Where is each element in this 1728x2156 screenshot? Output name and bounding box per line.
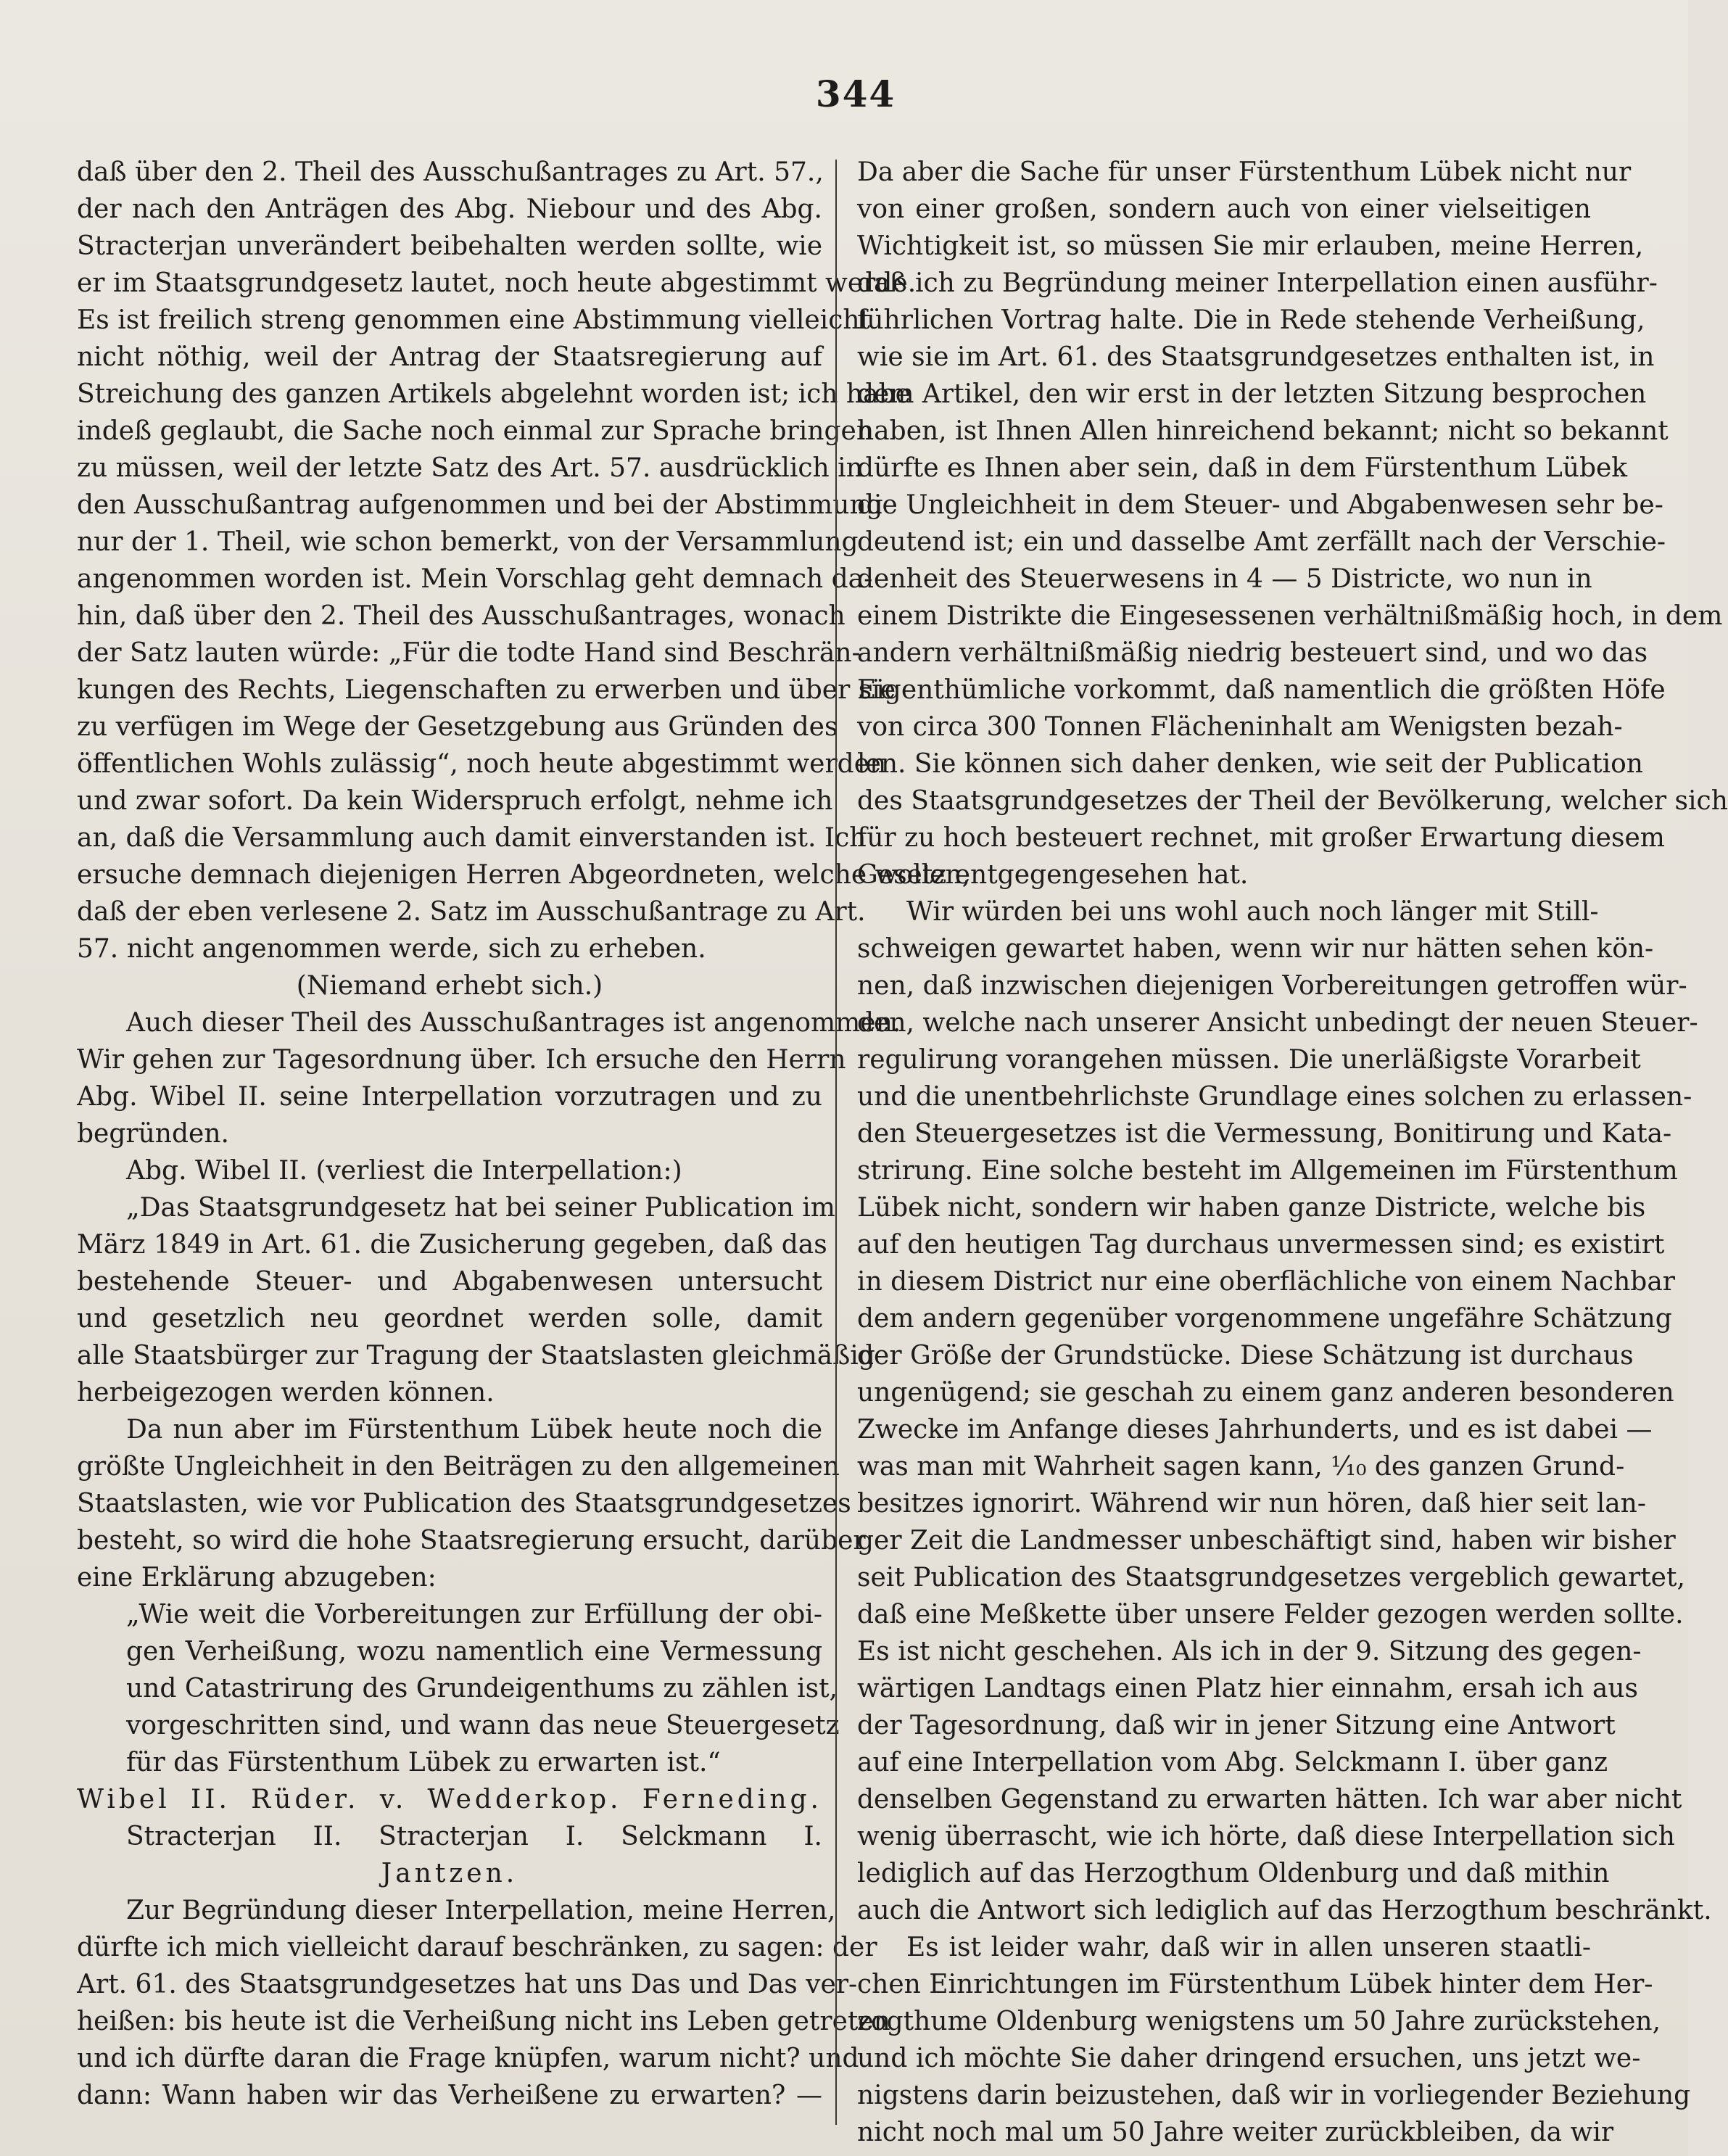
text-line: seit Publication des Staatsgrundgesetzes vergeblich gewartet,	[857, 1563, 1685, 1593]
text-line: haben, ist Ihnen Allen hinreichend bekannt; nicht so bekannt	[857, 416, 1669, 446]
text-line: hin, daß über den 2. Theil des Ausschußantrages, wonach	[77, 601, 846, 631]
text-line: er im Staatsgrundgesetz lautet, noch heute abgestimmt werde.	[77, 268, 917, 298]
text-line: Stracterjan unverändert beibehalten werden sollte, wie	[77, 231, 822, 261]
text-line: indeß geglaubt, die Sache noch einmal zur Sprache bringen	[77, 416, 873, 446]
text-line: den, welche nach unserer Ansicht unbedingt der neuen Steuer-	[857, 1008, 1698, 1038]
text-line: gen Verheißung, wozu namentlich eine Vermessung	[126, 1637, 822, 1666]
text-line: Abg. Wibel II. seine Interpellation vorzutragen und zu	[77, 1082, 822, 1112]
text-line: besitzes ignorirt. Während wir nun hören, daß hier seit lan-	[857, 1489, 1647, 1519]
text-line: und zwar sofort. Da kein Widerspruch erfolgt, nehme ich	[77, 786, 833, 816]
text-line: führlichen Vortrag halte. Die in Rede stehende Verheißung,	[857, 305, 1645, 335]
text-line: kungen des Rechts, Liegenschaften zu erwerben und über sie	[77, 675, 896, 705]
text-line: Es ist freilich streng genommen eine Abstimmung vielleicht	[77, 305, 871, 335]
text-line: denselben Gegenstand zu erwarten hätten. Ich war aber nicht	[857, 1785, 1682, 1814]
text-line: eine Erklärung abzugeben:	[77, 1563, 437, 1593]
text-line: nigstens darin beizustehen, daß wir in vorliegender Beziehung	[857, 2081, 1691, 2110]
text-line: ersuche demnach diejenigen Herren Abgeordneten, welche wollen,	[77, 860, 971, 890]
text-line: und ich dürfte daran die Frage knüpfen, warum nicht? und	[77, 2044, 859, 2073]
text-line: Lübek nicht, sondern wir haben ganze Districte, welche bis	[857, 1193, 1646, 1223]
text-line: angenommen worden ist. Mein Vorschlag geht demnach da-	[77, 564, 873, 594]
text-line: Wichtigkeit ist, so müssen Sie mir erlauben, meine Herren,	[857, 231, 1644, 261]
text-line: daß ich zu Begründung meiner Interpellation einen ausführ-	[857, 268, 1658, 298]
text-line: Da nun aber im Fürstenthum Lübek heute noch die	[126, 1415, 822, 1445]
text-line: daß über den 2. Theil des Ausschußantrages zu Art. 57.,	[77, 157, 824, 187]
text-line: den Ausschußantrag aufgenommen und bei der Abstimmung	[77, 490, 883, 520]
text-line: nicht nöthig, weil der Antrag der Staatsregierung auf	[77, 342, 822, 372]
text-line: zogthume Oldenburg wenigstens um 50 Jahre zurückstehen,	[857, 2007, 1661, 2036]
text-line: Auch dieser Theil des Ausschußantrages ist angenommen.	[126, 1008, 901, 1038]
text-line: begründen.	[77, 1119, 229, 1149]
text-line: Zur Begründung dieser Interpellation, meine Herren,	[126, 1896, 836, 1925]
text-line: größte Ungleichheit in den Beiträgen zu den allgemeinen	[77, 1452, 840, 1482]
text-line: Abg. Wibel II. (verliest die Interpellation:)	[126, 1156, 682, 1186]
text-line: Wibel II. Rüder. v. Wedderkop. Ferneding.	[77, 1785, 822, 1814]
text-line: auf den heutigen Tag durchaus unvermessen sind; es existirt	[857, 1230, 1665, 1260]
text-line: daß der eben verlesene 2. Satz im Ausschußantrage zu Art.	[77, 897, 866, 927]
text-line: für zu hoch besteuert rechnet, mit großer Erwartung diesem	[857, 823, 1665, 853]
text-line: Stracterjan II. Stracterjan I. Selckmann I.	[126, 1822, 822, 1851]
text-line: wärtigen Landtags einen Platz hier einnahm, ersah ich aus	[857, 1674, 1638, 1703]
text-line: deutend ist; ein und dasselbe Amt zerfällt nach der Verschie-	[857, 527, 1666, 557]
text-line: ger Zeit die Landmesser unbeschäftigt sind, haben wir bisher	[857, 1526, 1676, 1556]
text-line: wie sie im Art. 61. des Staatsgrundgesetzes enthalten ist, in	[857, 342, 1655, 372]
text-line: wenig überrascht, wie ich hörte, daß diese Interpellation sich	[857, 1822, 1675, 1851]
page-number: 344	[815, 73, 896, 115]
text-line: strirung. Eine solche besteht im Allgemeinen im Fürstenthum	[857, 1156, 1678, 1186]
text-line: (Niemand erhebt sich.)	[296, 971, 603, 1001]
left-text-column	[77, 154, 971, 2144]
text-line: dem Artikel, den wir erst in der letzten Sitzung besprochen	[857, 379, 1647, 409]
text-line: von circa 300 Tonnen Flächeninhalt am Wenigsten bezah-	[857, 712, 1623, 742]
column-divider	[835, 160, 837, 2125]
text-line: der Satz lauten würde: „Für die todte Hand sind Beschrän-	[77, 638, 861, 668]
text-line: 57. nicht angenommen werde, sich zu erheben.	[77, 934, 706, 964]
text-line: zu müssen, weil der letzte Satz des Art. 57. ausdrücklich in	[77, 453, 863, 483]
text-line: nur der 1. Theil, wie schon bemerkt, von der Versammlung	[77, 527, 859, 557]
text-line: der Tagesordnung, daß wir in jener Sitzung eine Antwort	[857, 1711, 1616, 1740]
text-line: und gesetzlich neu geordnet werden solle, damit	[77, 1304, 822, 1334]
text-line: alle Staatsbürger zur Tragung der Staatslasten gleichmäßig	[77, 1341, 875, 1371]
text-line: dürfte es Ihnen aber sein, daß in dem Fürstenthum Lübek	[857, 453, 1628, 483]
right-text-column	[857, 154, 1728, 2147]
text-line: ungenügend; sie geschah zu einem ganz anderen besonderen	[857, 1378, 1674, 1408]
text-line: in diesem District nur eine oberflächliche von einem Nachbar	[857, 1267, 1675, 1297]
text-line: herbeigezogen werden können.	[77, 1378, 495, 1408]
text-line: und die unentbehrlichste Grundlage eines solchen zu erlassen-	[857, 1082, 1692, 1112]
text-line: der Größe der Grundstücke. Diese Schätzung ist durchaus	[857, 1341, 1634, 1371]
text-line: und Catastrirung des Grundeigenthums zu zählen ist,	[126, 1674, 838, 1703]
text-line: Wir gehen zur Tagesordnung über. Ich ersuche den Herrn	[77, 1045, 846, 1075]
text-line: lediglich auf das Herzogthum Oldenburg und daß mithin	[857, 1859, 1610, 1888]
text-line: Streichung des ganzen Artikels abgelehnt worden ist; ich habe	[77, 379, 911, 409]
text-line: auch die Antwort sich lediglich auf das Herzogthum beschränkt.	[857, 1896, 1712, 1925]
text-line: „Das Staatsgrundgesetz hat bei seiner Publication im	[126, 1193, 835, 1223]
text-line: nicht noch mal um 50 Jahre weiter zurückbleiben, da wir	[857, 2118, 1614, 2147]
text-line: heißen: bis heute ist die Verheißung nicht ins Leben getreten	[77, 2007, 890, 2036]
text-line: März 1849 in Art. 61. die Zusicherung gegeben, daß das	[77, 1230, 827, 1260]
text-line: Jantzen.	[381, 1859, 518, 1888]
text-line: für das Fürstenthum Lübek zu erwarten ist.“	[126, 1748, 721, 1777]
text-line: bestehende Steuer- und Abgabenwesen untersucht	[77, 1267, 822, 1297]
text-line: Es ist nicht geschehen. Als ich in der 9. Sitzung des gegen-	[857, 1637, 1642, 1666]
text-line: Eigenthümliche vorkommt, daß namentlich die größten Höfe	[857, 675, 1666, 705]
text-line: chen Einrichtungen im Fürstenthum Lübek hinter dem Her-	[857, 1970, 1653, 1999]
text-line: Gesetz entgegengesehen hat.	[857, 860, 1249, 890]
text-line: „Wie weit die Vorbereitungen zur Erfüllung der obi-	[126, 1600, 822, 1630]
text-line: den Steuergesetzes ist die Vermessung, Bonitirung und Kata-	[857, 1119, 1672, 1149]
text-line: Da aber die Sache für unser Fürstenthum Lübek nicht nur	[857, 157, 1632, 187]
text-line: andern verhältnißmäßig niedrig besteuert sind, und wo das	[857, 638, 1648, 668]
text-line: Art. 61. des Staatsgrundgesetzes hat uns Das und Das ver-	[77, 1970, 858, 1999]
text-line: daß eine Meßkette über unsere Felder gezogen werden sollte.	[857, 1600, 1684, 1630]
text-line: öffentlichen Wohls zulässig“, noch heute abgestimmt werden	[77, 749, 887, 779]
text-line: was man mit Wahrheit sagen kann, ¹⁄₁₀ des ganzen Grund-	[857, 1452, 1625, 1482]
text-line: schweigen gewartet haben, wenn wir nur hätten sehen kön-	[857, 934, 1654, 964]
text-line: von einer großen, sondern auch von einer vielseitigen	[857, 194, 1591, 224]
text-line: Es ist leider wahr, daß wir in allen unseren staatli-	[906, 1933, 1591, 1962]
text-line: len. Sie können sich daher denken, wie seit der Publication	[857, 749, 1643, 779]
text-line: dem andern gegenüber vorgenommene ungefähre Schätzung	[857, 1304, 1672, 1334]
text-line: besteht, so wird die hohe Staatsregierung ersucht, darüber	[77, 1526, 866, 1556]
text-line: denheit des Steuerwesens in 4 — 5 Districte, wo nun in	[857, 564, 1592, 594]
text-line: Wir würden bei uns wohl auch noch länger mit Still-	[906, 897, 1599, 927]
text-line: des Staatsgrundgesetzes der Theil der Bevölkerung, welcher sich	[857, 786, 1728, 816]
text-line: Zwecke im Anfange dieses Jahrhunderts, und es ist dabei —	[857, 1415, 1653, 1445]
text-line: die Ungleichheit in dem Steuer- und Abgabenwesen sehr be-	[857, 490, 1663, 520]
text-line: einem Distrikte die Eingesessenen verhältnißmäßig hoch, in dem	[857, 601, 1723, 631]
text-line: und ich möchte Sie daher dringend ersuchen, uns jetzt we-	[857, 2044, 1641, 2073]
text-line: zu verfügen im Wege der Gesetzgebung aus Gründen des	[77, 712, 838, 742]
text-line: an, daß die Versammlung auch damit einverstanden ist. Ich	[77, 823, 867, 853]
text-line: auf eine Interpellation vom Abg. Selckmann I. über ganz	[857, 1748, 1608, 1777]
text-line: dürfte ich mich vielleicht darauf beschränken, zu sagen: der	[77, 1933, 877, 1962]
text-line: regulirung vorangehen müssen. Die unerläßigste Vorarbeit	[857, 1045, 1641, 1075]
text-line: dann: Wann haben wir das Verheißene zu erwarten? —	[77, 2081, 822, 2110]
text-line: vorgeschritten sind, und wann das neue Steuergesetz	[126, 1711, 840, 1740]
text-line: der nach den Anträgen des Abg. Niebour und des Abg.	[77, 194, 822, 224]
text-line: Staatslasten, wie vor Publication des Staatsgrundgesetzes	[77, 1489, 851, 1519]
text-line: nen, daß inzwischen diejenigen Vorbereitungen getroffen wür-	[857, 971, 1687, 1001]
